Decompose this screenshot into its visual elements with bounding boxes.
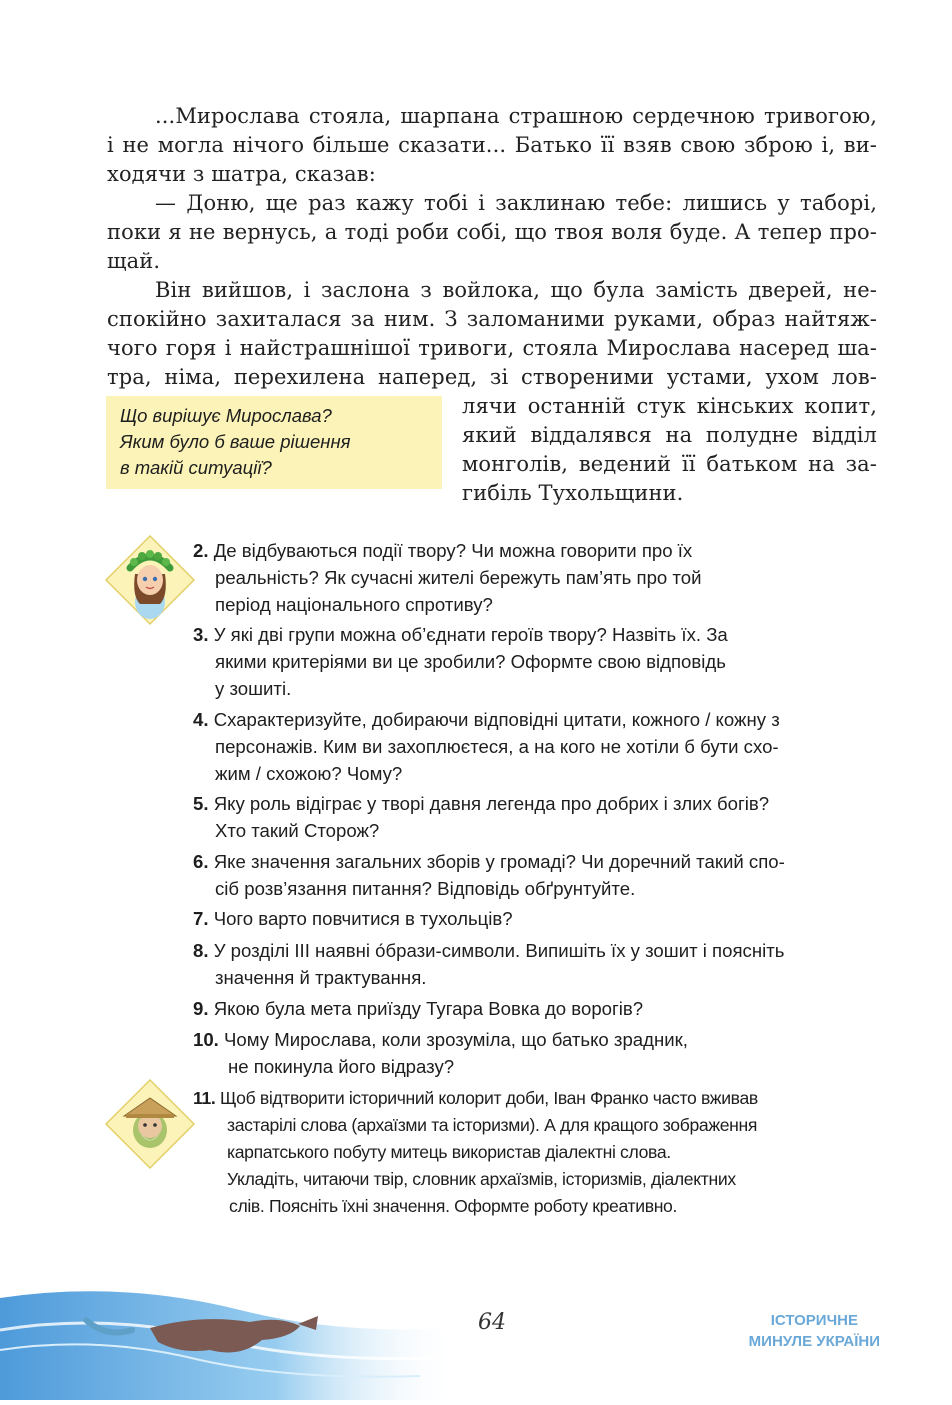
question-item: 5. Яку роль відіграє у творі давня легенда про добрих і злих богів? xyxy=(193,793,770,814)
callout-line: Яким було б ваше рішення xyxy=(120,431,351,452)
question-item: 10. Чому Мирослава, коли зрозуміла, що батько зрадник, xyxy=(193,1029,688,1050)
story-line: ...Мирослава стояла, шарпана страшною сердечною тривогою, xyxy=(155,104,877,128)
story-line: і не могла нічого більше сказати... Батько її взяв свою зброю і, ви- xyxy=(107,133,877,157)
question-line: жим / схожою? Чому? xyxy=(215,763,403,784)
question-item: 6. Яке значення загальних зборів у громаді? Чи доречний такий спо- xyxy=(193,851,785,872)
footer-decoration xyxy=(0,1280,460,1400)
story-line: монголів, ведений її батьком на за- xyxy=(462,452,877,476)
story-line: чого горя і найстрашнішої тривоги, стояла Мирослава насеред ша- xyxy=(107,336,877,360)
callout-line: в такій ситуації? xyxy=(120,457,272,478)
girl-wreath-icon xyxy=(104,534,196,626)
question-line: Хто такий Сторож? xyxy=(215,820,380,841)
question-item: 11. Щоб відтворити історичний колорит доби, Іван Франко часто вживав xyxy=(193,1088,758,1108)
callout-line: Що вирішує Мирослава? xyxy=(120,405,332,426)
question-item: 9. Якою була мета приїзду Тугара Вовка до ворогів? xyxy=(193,998,644,1019)
story-line: спокійно захиталася за ним. З заломаними руками, образ найтяж- xyxy=(107,307,877,331)
question-item: 7. Чого варто повчитися в тухольців? xyxy=(193,908,513,929)
question-item: 2. Де відбуваються події твору? Чи можна говорити про їх xyxy=(193,540,693,561)
story-line: поки я не вернусь, а тоді роби собі, що твоя воля буде. А тепер про- xyxy=(107,220,877,244)
story-line: який віддалявся на полудне відділ xyxy=(462,423,877,447)
story-line: гибіль Тухольщини. xyxy=(462,481,684,505)
story-line: — Доню, ще раз кажу тобі і заклинаю тебе: лишись у таборі, xyxy=(155,191,877,215)
question-line: Укладіть, читаючи твір, словник архаїзмів, історизмів, діалектних xyxy=(227,1169,736,1189)
story-line: щай. xyxy=(107,249,161,273)
question-line: сіб розв’язання питання? Відповідь обґрунтуйте. xyxy=(215,878,636,899)
section-title-line: МИНУЛЕ УКРАЇНИ xyxy=(748,1333,880,1350)
question-callout-box xyxy=(106,396,442,489)
section-title xyxy=(749,1310,880,1352)
section-title-line: ІСТОРИЧНЕ xyxy=(770,1312,858,1329)
question-line: реальність? Як сучасні жителі бережуть пам’ять про той xyxy=(215,567,702,588)
question-line: карпатського побуту митець використав діалектні слова. xyxy=(227,1142,671,1162)
question-line: персонажів. Ким ви захоплюєтеся, а на кого не хотіли б бути схо- xyxy=(215,736,779,757)
question-item: 4. Схарактеризуйте, добираючи відповідні цитати, кожного / кожну з xyxy=(193,709,780,730)
story-line: Він вийшов, і заслона з войлока, що була замість дверей, не- xyxy=(155,278,877,302)
question-line: не покинула його відразу? xyxy=(228,1056,455,1077)
question-line: значення й трактування. xyxy=(215,967,427,988)
question-line: якими критеріями ви це зробили? Оформте свою відповідь xyxy=(215,651,726,672)
question-line: застарілі слова (архаїзми та історизми). А для кращого зображення xyxy=(227,1115,758,1135)
story-line: тра, німа, перехилена наперед, зі створеними устами, ухом лов- xyxy=(107,365,877,389)
question-line: у зошиті. xyxy=(215,678,292,699)
page-number: 64 xyxy=(478,1310,506,1335)
question-line: слів. Поясніть їхні значення. Оформте роботу креативно. xyxy=(229,1196,678,1216)
question-item: 8. У розділі ІІІ наявні о́брази-символи. Випишіть їх у зошит і поясніть xyxy=(193,940,785,961)
old-man-hat-icon xyxy=(104,1078,196,1170)
question-line: період національного спротиву? xyxy=(215,594,493,615)
question-item: 3. У які дві групи можна об’єднати героїв твору? Назвіть їх. За xyxy=(193,624,728,645)
story-line: ходячи з шатра, сказав: xyxy=(107,162,376,186)
story-line: лячи останній стук кінських копит, xyxy=(462,394,877,418)
